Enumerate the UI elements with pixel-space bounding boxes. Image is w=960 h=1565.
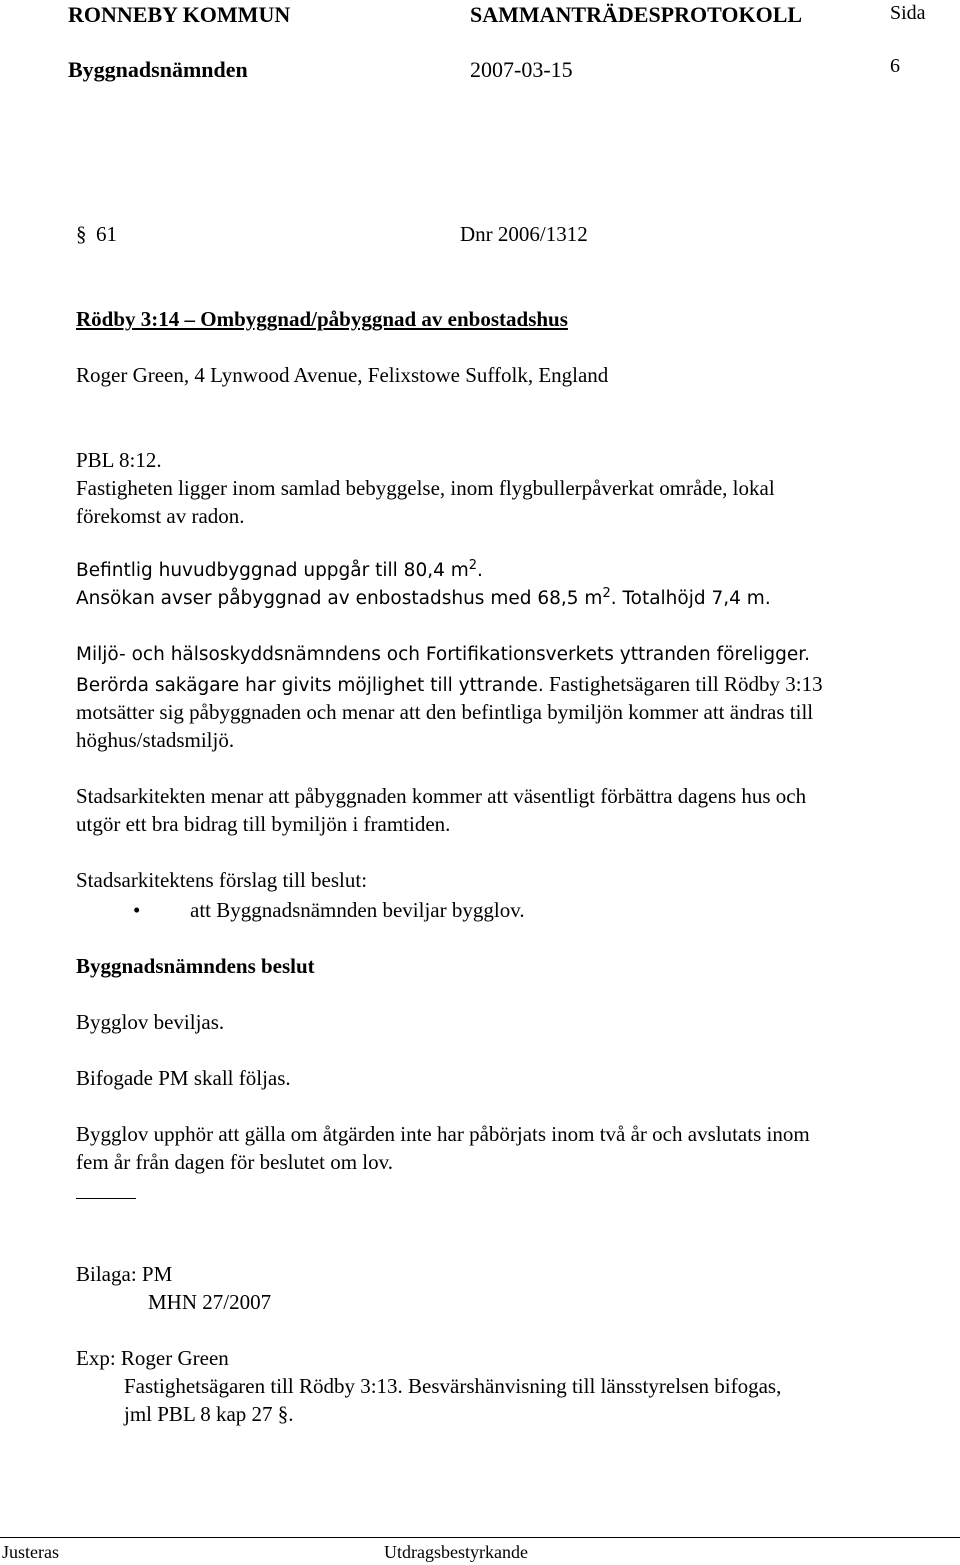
architect-line-1: Stadsarkitekten menar att påbyggnaden kommer att väsentligt förbättra dagens hus och (76, 784, 807, 808)
architect-line-2: utgör ett bra bidrag till bymiljön i framtiden. (76, 812, 451, 836)
attachment-item: MHN 27/2007 (148, 1290, 272, 1314)
expedition-line-2: jml PBL 8 kap 27 §. (124, 1402, 294, 1426)
proposal-heading: Stadsarkitektens förslag till beslut: (76, 868, 368, 892)
opinions-line-2: Berörda sakägare har givits möjlighet till yttrande. Fastighetsägaren till Rödby 3:13 (76, 672, 823, 696)
proposal-bullet: att Byggnadsnämnden beviljar bygglov. (190, 898, 525, 922)
application-size: Ansökan avser påbyggnad av enbostadshus med 68,5 $m^2$. Totalhöjd 7,4 m. (76, 585, 771, 609)
existing-building: Befintlig huvudbyggnad uppgår till 80,4 $m^2$. (76, 557, 483, 581)
opinions-line-4: höghus/stadsmiljö. (76, 728, 235, 752)
footer-justeras: Justeras (2, 1542, 59, 1562)
decision-2: Bifogade PM skall följas. (76, 1066, 291, 1090)
decision-heading: Byggnadsnämndens beslut (76, 954, 315, 978)
footer-rule (0, 1537, 960, 1538)
meeting-date: 2007-03-15 (470, 57, 573, 82)
opinions-line-3: motsätter sig påbyggnaden och menar att den befintliga bymiljön kommer att ändras till (76, 700, 814, 724)
attachment-label: Bilaga: PM (76, 1262, 173, 1286)
page-label: Sida (890, 2, 926, 24)
page-number: 6 (890, 55, 900, 77)
case-title: Rödby 3:14 – Ombyggnad/påbyggnad av enbostadshus (76, 307, 568, 331)
location-line-2: förekomst av radon. (76, 504, 245, 528)
opinions-line-1: Miljö- och hälsoskyddsnämndens och Fortifikationsverkets yttranden föreligger. (76, 644, 810, 665)
doc-type: SAMMANTRÄDESPROTOKOLL (470, 2, 803, 27)
bullet-icon: • (133, 898, 141, 922)
separator-rule (76, 1198, 136, 1199)
decision-3-line-1: Bygglov upphör att gälla om åtgärden inte har påbörjats inom två år och avslutats inom (76, 1122, 810, 1146)
paragraph-number: 61 (96, 222, 117, 246)
expedition-label: Exp: Roger Green (76, 1346, 229, 1370)
board-name: Byggnadsnämnden (68, 57, 248, 82)
decision-1: Bygglov beviljas. (76, 1010, 225, 1034)
footer-utdragsbestyrkande: Utdragsbestyrkande (384, 1542, 528, 1562)
applicant: Roger Green, 4 Lynwood Avenue, Felixstowe Suffolk, England (76, 363, 609, 387)
decision-3-line-2: fem år från dagen för beslutet om lov. (76, 1150, 394, 1174)
paragraph-symbol: § (76, 222, 87, 246)
dnr: Dnr 2006/1312 (460, 222, 588, 246)
expedition-line-1: Fastighetsägaren till Rödby 3:13. Besvärshänvisning till länsstyrelsen bifogas, (124, 1374, 782, 1398)
pbl-ref: PBL 8:12. (76, 448, 162, 472)
org-name: RONNEBY KOMMUN (68, 2, 291, 27)
location-line-1: Fastigheten ligger inom samlad bebyggelse, inom flygbullerpåverkat område, lokal (76, 476, 775, 500)
